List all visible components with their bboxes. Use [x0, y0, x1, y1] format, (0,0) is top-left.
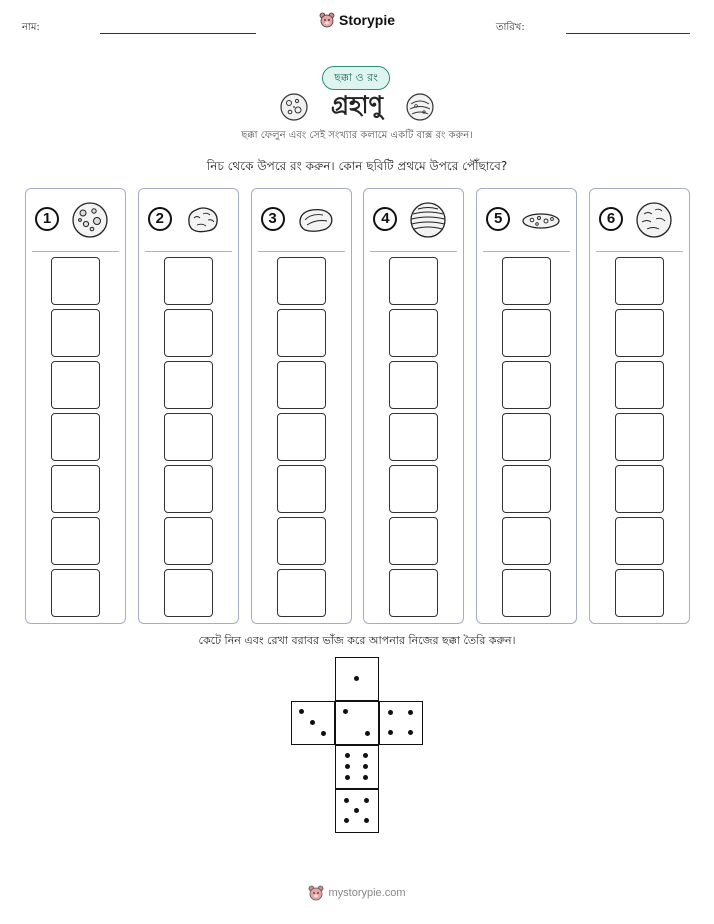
color-box[interactable]	[615, 413, 664, 461]
color-box[interactable]	[389, 257, 438, 305]
dice-pip	[310, 720, 315, 725]
column-5	[476, 188, 577, 624]
color-box[interactable]	[164, 517, 213, 565]
question-text: নিচ থেকে উপরে রং করুন। কোন ছবিটি প্রথমে উপরে পৌঁছাবে?	[206, 159, 508, 173]
dice-pip	[345, 753, 350, 758]
dice-face-5	[335, 789, 379, 833]
color-box[interactable]	[389, 361, 438, 409]
color-box[interactable]	[51, 569, 100, 617]
color-box[interactable]	[389, 517, 438, 565]
activity-badge: ছক্কা ও রং	[322, 66, 390, 90]
page-title: গ্রহাণু	[330, 91, 384, 119]
color-box[interactable]	[615, 257, 664, 305]
bear-logo-icon	[319, 12, 335, 28]
race-columns	[25, 188, 690, 624]
dice-pip	[354, 676, 359, 681]
column-1	[25, 188, 126, 624]
striped-planet-icon	[408, 200, 448, 240]
color-box[interactable]	[51, 413, 100, 461]
color-box[interactable]	[389, 413, 438, 461]
round-asteroid-icon	[634, 200, 674, 240]
dice-face-4	[379, 701, 423, 745]
color-box[interactable]	[615, 361, 664, 409]
name-label: নাম:	[22, 22, 40, 33]
color-box[interactable]	[164, 257, 213, 305]
dice-pip	[363, 753, 368, 758]
asteroid-title-left-icon	[279, 92, 309, 122]
dice-pip	[408, 730, 413, 735]
color-box[interactable]	[502, 257, 551, 305]
color-box[interactable]	[277, 569, 326, 617]
color-box[interactable]	[164, 569, 213, 617]
color-box[interactable]	[502, 309, 551, 357]
color-box[interactable]	[277, 517, 326, 565]
dice-pip	[343, 709, 348, 714]
dice-face-3	[291, 701, 335, 745]
color-box[interactable]	[502, 517, 551, 565]
dice-pip	[321, 731, 326, 736]
column-2	[138, 188, 239, 624]
column-6	[589, 188, 690, 624]
color-box[interactable]	[277, 465, 326, 513]
rocky-asteroid-icon	[183, 200, 223, 240]
color-box[interactable]	[615, 569, 664, 617]
brand-name: Storypie	[338, 12, 395, 28]
color-box[interactable]	[51, 257, 100, 305]
bear-footer-icon	[308, 885, 324, 901]
column-3	[251, 188, 352, 624]
color-box[interactable]	[164, 413, 213, 461]
column-number: 5	[486, 207, 510, 231]
color-box[interactable]	[389, 465, 438, 513]
dice-instruction: কেটে নিন এবং রেখা বরাবর ভাঁজ করে আপনার নিজের ছক্কা তৈরি করুন।	[198, 634, 516, 647]
dice-pip	[408, 710, 413, 715]
dice-pip	[388, 710, 393, 715]
color-box[interactable]	[615, 309, 664, 357]
dice-face-2	[335, 701, 379, 745]
color-box[interactable]	[277, 309, 326, 357]
color-box[interactable]	[277, 413, 326, 461]
color-box[interactable]	[164, 361, 213, 409]
color-box[interactable]	[389, 309, 438, 357]
color-box[interactable]	[51, 361, 100, 409]
color-box[interactable]	[502, 569, 551, 617]
color-box[interactable]	[615, 465, 664, 513]
dice-pip	[364, 818, 369, 823]
color-box[interactable]	[502, 465, 551, 513]
dice-pip	[363, 764, 368, 769]
date-line[interactable]	[566, 33, 690, 34]
dice-pip	[344, 798, 349, 803]
dice-pip	[345, 764, 350, 769]
dice-pip	[388, 730, 393, 735]
dice-pip	[365, 731, 370, 736]
color-box[interactable]	[389, 569, 438, 617]
color-box[interactable]	[502, 413, 551, 461]
color-box[interactable]	[502, 361, 551, 409]
dice-pip	[299, 709, 304, 714]
asteroid-title-right-icon	[405, 92, 435, 122]
dice-pip	[364, 798, 369, 803]
color-box[interactable]	[277, 361, 326, 409]
dice-face-6	[335, 745, 379, 789]
footer	[0, 885, 714, 905]
oval-asteroid-icon	[296, 200, 336, 240]
color-box[interactable]	[164, 309, 213, 357]
dice-pip	[354, 808, 359, 813]
color-box[interactable]	[51, 309, 100, 357]
color-box[interactable]	[615, 517, 664, 565]
dice-pip	[344, 818, 349, 823]
flat-asteroid-icon	[521, 200, 561, 240]
column-number: 2	[148, 207, 172, 231]
dice-pip	[363, 775, 368, 780]
cratered-asteroid-icon	[70, 200, 110, 240]
color-box[interactable]	[51, 465, 100, 513]
brand-logo	[0, 12, 714, 32]
column-number: 4	[373, 207, 397, 231]
dice-pip	[345, 775, 350, 780]
column-number: 1	[35, 207, 59, 231]
name-line[interactable]	[100, 33, 256, 34]
footer-url[interactable]: mystorypie.com	[328, 887, 406, 899]
color-box[interactable]	[164, 465, 213, 513]
dice-face-1	[335, 657, 379, 701]
color-box[interactable]	[277, 257, 326, 305]
column-number: 3	[261, 207, 285, 231]
subtitle: ছক্কা ফেলুন এবং সেই সংখ্যার কলামে একটি বাক্স রং করুন।	[241, 130, 473, 141]
date-label: তারিখ:	[496, 22, 525, 33]
column-4	[363, 188, 464, 624]
color-box[interactable]	[51, 517, 100, 565]
column-number: 6	[599, 207, 623, 231]
